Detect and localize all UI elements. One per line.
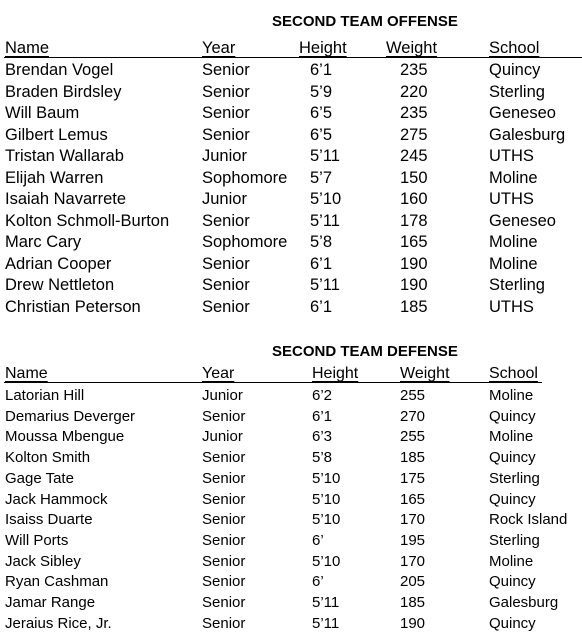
player-school: Moline <box>489 254 538 273</box>
defense-title: SECOND TEAM DEFENSE <box>272 343 458 360</box>
player-year: Senior <box>202 594 246 611</box>
table-row <box>0 572 582 593</box>
player-height: 5’8 <box>312 449 333 467</box>
player-name: Ryan Cashman <box>5 573 109 591</box>
player-weight: 160 <box>400 190 428 208</box>
player-year: Senior <box>202 407 246 425</box>
player-height: 6’1 <box>310 61 333 79</box>
table-row <box>0 386 582 407</box>
table-row <box>0 427 582 448</box>
defense-section <box>0 335 582 638</box>
table-row <box>0 614 582 635</box>
player-name: Will Baum <box>5 104 80 122</box>
player-weight: 235 <box>400 61 428 79</box>
player-name: Tristan Wallarab <box>5 147 124 165</box>
player-weight: 150 <box>400 168 428 187</box>
player-weight: 170 <box>400 552 426 570</box>
player-name: Brendan Vogel <box>5 61 114 79</box>
table-row <box>0 189 582 210</box>
player-year: Junior <box>202 190 247 208</box>
offense-header-year: Year <box>202 39 236 57</box>
player-height: 5’8 <box>310 233 333 251</box>
player-height: 5’11 <box>310 211 340 230</box>
player-name: Moussa Mbengue <box>5 428 125 446</box>
player-year: Senior <box>202 531 246 549</box>
player-name: Jamar Range <box>5 594 96 611</box>
player-height: 6’ <box>312 573 324 591</box>
player-height: 5’11 <box>310 276 340 294</box>
player-year: Senior <box>202 490 246 508</box>
player-year: Senior <box>202 469 246 487</box>
player-year: Senior <box>202 254 250 273</box>
player-school: Quincy <box>489 407 536 425</box>
table-row <box>0 552 582 573</box>
player-year: Junior <box>202 147 247 165</box>
player-weight: 170 <box>400 511 426 529</box>
offense-header-weight: Weight <box>386 39 438 57</box>
table-row <box>0 275 582 296</box>
player-school: Quincy <box>489 614 536 632</box>
player-height: 5’7 <box>310 168 333 187</box>
player-height: 6’3 <box>312 428 333 446</box>
player-weight: 175 <box>400 469 426 487</box>
table-row <box>0 103 582 124</box>
table-row <box>0 125 582 146</box>
table-row <box>0 146 582 167</box>
defense-header-rule <box>4 382 542 383</box>
player-height: 5’11 <box>312 594 340 611</box>
player-school: Moline <box>489 428 534 446</box>
player-weight: 220 <box>400 82 428 101</box>
player-weight: 245 <box>400 147 428 165</box>
player-school: Sterling <box>489 82 545 101</box>
player-weight: 190 <box>400 254 428 273</box>
offense-header-row <box>0 38 582 59</box>
player-height: 5’9 <box>310 82 333 101</box>
player-name: Christian Peterson <box>5 297 141 316</box>
table-row <box>0 593 582 614</box>
player-height: 5’11 <box>312 614 340 632</box>
offense-header-school: School <box>489 39 540 57</box>
player-school: Quincy <box>489 449 536 467</box>
player-school: Moline <box>489 387 534 404</box>
offense-header-height: Height <box>299 39 347 57</box>
table-row <box>0 407 582 428</box>
player-height: 5’10 <box>312 469 341 487</box>
table-row <box>0 232 582 253</box>
player-year: Sophomore <box>202 233 288 251</box>
player-weight: 185 <box>400 594 426 611</box>
player-name: Latorian Hill <box>5 387 85 404</box>
table-row <box>0 82 582 103</box>
player-school: UTHS <box>489 147 534 165</box>
player-height: 5’10 <box>312 511 341 529</box>
player-weight: 165 <box>400 233 428 251</box>
player-weight: 190 <box>400 276 428 294</box>
player-name: Adrian Cooper <box>5 254 112 273</box>
player-weight: 195 <box>400 531 426 549</box>
defense-header-school: School <box>489 365 538 382</box>
player-weight: 165 <box>400 490 426 508</box>
player-name: Braden Birdsley <box>5 82 122 101</box>
player-school: Galesburg <box>489 125 566 144</box>
player-name: Elijah Warren <box>5 168 104 187</box>
table-row <box>0 510 582 531</box>
player-name: Drew Nettleton <box>5 276 115 294</box>
player-name: Isaiah Navarrete <box>5 190 127 208</box>
player-school: Moline <box>489 233 538 251</box>
player-school: Moline <box>489 168 538 187</box>
defense-header-name: Name <box>5 365 48 382</box>
player-name: Jeraius Rice, Jr. <box>5 614 112 632</box>
player-school: Rock Island <box>489 511 568 529</box>
player-school: Sterling <box>489 531 540 549</box>
player-height: 6’1 <box>310 254 333 273</box>
player-year: Senior <box>202 82 250 101</box>
player-year: Senior <box>202 104 250 122</box>
table-row <box>0 531 582 552</box>
player-school: Geneseo <box>489 104 556 122</box>
player-height: 6’5 <box>310 125 333 144</box>
player-height: 5’10 <box>312 552 341 570</box>
player-year: Senior <box>202 511 246 529</box>
defense-header-year: Year <box>202 365 235 382</box>
table-row <box>0 297 582 318</box>
offense-title: SECOND TEAM OFFENSE <box>272 13 458 30</box>
player-name: Isaiss Duarte <box>5 511 93 529</box>
player-year: Sophomore <box>202 168 288 187</box>
player-height: 6’ <box>312 531 324 549</box>
player-height: 6’5 <box>310 104 333 122</box>
player-school: UTHS <box>489 297 534 316</box>
table-row <box>0 254 582 275</box>
player-school: UTHS <box>489 190 534 208</box>
table-row <box>0 469 582 490</box>
player-year: Junior <box>202 387 243 404</box>
player-year: Senior <box>202 573 246 591</box>
player-weight: 185 <box>400 449 426 467</box>
player-weight: 185 <box>400 297 428 316</box>
player-school: Sterling <box>489 276 545 294</box>
table-row <box>0 168 582 189</box>
player-weight: 178 <box>400 211 428 230</box>
player-weight: 255 <box>400 387 426 404</box>
player-name: Gilbert Lemus <box>5 125 108 144</box>
player-height: 6’1 <box>310 297 333 316</box>
player-year: Senior <box>202 61 250 79</box>
player-year: Senior <box>202 297 250 316</box>
defense-header-weight: Weight <box>400 365 450 382</box>
defense-header-height: Height <box>312 365 359 382</box>
player-name: Jack Sibley <box>5 552 81 570</box>
player-name: Gage Tate <box>5 469 74 487</box>
player-year: Junior <box>202 428 243 446</box>
player-name: Will Ports <box>5 531 69 549</box>
player-year: Senior <box>202 614 246 632</box>
player-weight: 235 <box>400 104 428 122</box>
player-school: Quincy <box>489 61 541 79</box>
table-row <box>0 60 582 81</box>
player-height: 6’2 <box>312 387 333 404</box>
player-height: 5’10 <box>310 190 342 208</box>
player-height: 5’11 <box>310 147 340 165</box>
table-row <box>0 211 582 232</box>
player-school: Galesburg <box>489 594 559 611</box>
player-weight: 275 <box>400 125 428 144</box>
player-school: Quincy <box>489 490 536 508</box>
player-school: Quincy <box>489 573 536 591</box>
player-year: Senior <box>202 449 246 467</box>
player-school: Moline <box>489 552 534 570</box>
player-year: Senior <box>202 276 250 294</box>
player-year: Senior <box>202 211 250 230</box>
player-height: 6’1 <box>312 407 333 425</box>
table-row <box>0 490 582 511</box>
player-school: Geneseo <box>489 211 556 230</box>
player-school: Sterling <box>489 469 540 487</box>
player-height: 5’10 <box>312 490 341 508</box>
player-name: Kolton Schmoll-Burton <box>5 211 170 230</box>
player-weight: 205 <box>400 573 426 591</box>
offense-header-rule <box>4 57 582 58</box>
player-name: Demarius Deverger <box>5 407 136 425</box>
player-name: Kolton Smith <box>5 449 91 467</box>
player-year: Senior <box>202 125 250 144</box>
offense-header-name: Name <box>5 39 50 57</box>
player-weight: 270 <box>400 407 426 425</box>
player-name: Jack Hammock <box>5 490 108 508</box>
player-weight: 255 <box>400 428 426 446</box>
player-year: Senior <box>202 552 246 570</box>
player-name: Marc Cary <box>5 233 82 251</box>
table-row <box>0 448 582 469</box>
player-weight: 190 <box>400 614 426 632</box>
